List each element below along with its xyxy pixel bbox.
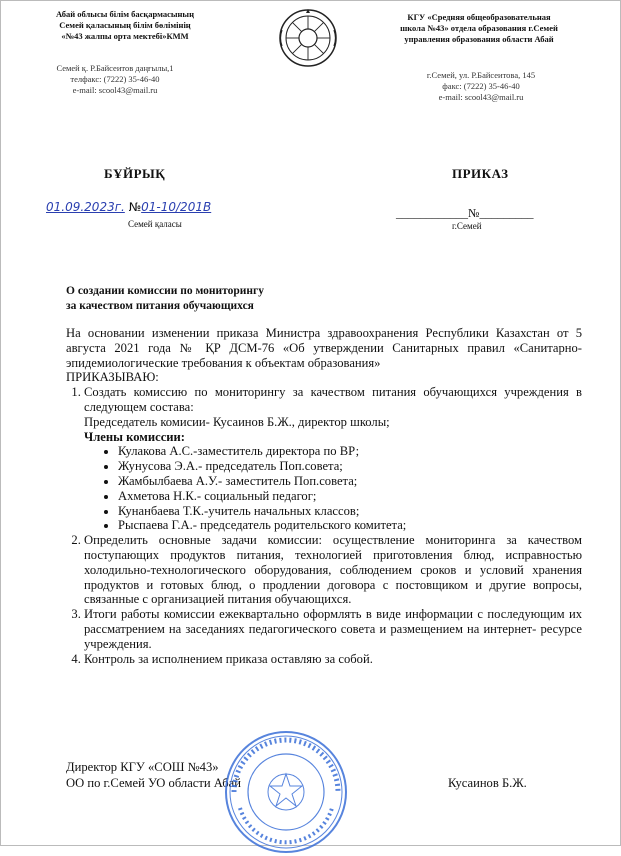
header-left-line: Семей қаласының білім бөлімінің bbox=[59, 20, 191, 30]
order-item: 2. Определить основные задачи комиссии: осуществление мониторинга за качеством поступающих продуктов питания, технологией приготовления блюд, исправностью холодильно-технологического оборудования, соблюдением сроков и условий хранения продуктов и готовых блюд, о продлении договора с постовщиком и другие вопросы, связанные с организацией питания обучающихся. bbox=[84, 533, 582, 607]
title-ru: ПРИКАЗ bbox=[452, 166, 509, 181]
signature-name: Кусаинов Б.Ж. bbox=[448, 776, 527, 790]
subject-line: за качеством питания обучающихся bbox=[66, 300, 254, 312]
address-line: e-mail: scool43@mail.ru bbox=[438, 92, 524, 102]
handwritten-date bbox=[46, 200, 211, 214]
command-word: ПРИКАЗЫВАЮ: bbox=[66, 370, 159, 385]
order-items bbox=[66, 385, 582, 666]
header-right-address bbox=[406, 70, 556, 103]
city-kz: Семей қаласы bbox=[128, 219, 182, 229]
blank-number-line: ____________№_________ bbox=[396, 206, 534, 220]
title-kz: БҰЙРЫҚ bbox=[104, 166, 166, 181]
address-line: телфакс: (7222) 35-46-40 bbox=[70, 74, 160, 84]
address-line: Семей қ. Р.Байсеитов даңғылы,1 bbox=[56, 63, 174, 73]
header-left-line: Абай облысы білім басқармасының bbox=[56, 9, 194, 19]
signature-position-line: Директор КГУ «СОШ №43» bbox=[66, 760, 219, 774]
header-right-line: школа №43» отдела образования г.Семей bbox=[400, 23, 558, 33]
address-line: факс: (7222) 35-46-40 bbox=[442, 81, 520, 91]
kazakhstan-emblem-icon bbox=[278, 8, 338, 68]
number-sign: № bbox=[128, 200, 142, 214]
header-left-address bbox=[30, 63, 200, 96]
header-right bbox=[384, 12, 574, 45]
header-left-line: «№43 жалпы орта мектебі»КММ bbox=[61, 31, 189, 41]
official-stamp-icon bbox=[222, 728, 350, 856]
city-ru: г.Семей bbox=[452, 221, 482, 231]
header-right-line: управления образования области Абай bbox=[404, 34, 554, 44]
header-left bbox=[40, 9, 210, 42]
member-item: • Кунанбаева Т.К.-учитель начальных классов; bbox=[118, 504, 582, 519]
order-item: 3. Итоги работы комиссии ежеквартально оформлять в виде информации с последующим их рассматрением на заседаниях педагогического совета и размещением на интернет- ресурсе учреждения. bbox=[84, 607, 582, 651]
order-item-text: Создать комиссию по мониторингу за качеством питания обучающихся учреждения в следующем состава: bbox=[84, 385, 582, 414]
intro-paragraph: На основании изменении приказа Министра здравоохранения Республики Казахстан от 5 августа 2021 года № ҚР ДСМ-76 «Об утверждении Санитарных правил «Санитарно-эпидемиологические требования к объектам образования» bbox=[66, 326, 582, 370]
document-body bbox=[66, 326, 582, 666]
handwritten-number: 01-10/201В bbox=[141, 200, 212, 214]
handwritten-date-value: 01.09.2023г. bbox=[46, 200, 125, 214]
signature-position-line: ОО по г.Семей УО области Абай bbox=[66, 776, 241, 790]
chairman-line: Председатель комисии- Кусаинов Б.Ж., директор школы; bbox=[84, 414, 390, 429]
subject bbox=[66, 284, 264, 314]
order-item bbox=[84, 385, 582, 533]
signature-position bbox=[66, 759, 241, 791]
member-item: • Ахметова Н.К.- социальный педагог; bbox=[118, 489, 582, 504]
members-list bbox=[84, 444, 582, 533]
subject-line: О создании комиссии по мониторингу bbox=[66, 285, 265, 297]
member-item: • Кулакова А.С.-заместитель директора по ВР; bbox=[118, 444, 582, 459]
order-item: 4. Контроль за исполнением приказа оставляю за собой. bbox=[84, 652, 582, 667]
members-label: Члены комиссии: bbox=[84, 429, 186, 444]
address-line: e-mail: scool43@mail.ru bbox=[72, 85, 158, 95]
member-item: • Жунусова Э.А.- председатель Поп.совета; bbox=[118, 459, 582, 474]
member-item: • Рыспаева Г.А.- председатель родительского комитета; bbox=[118, 518, 582, 533]
address-line: г.Семей, ул. Р.Байсеитова, 145 bbox=[426, 70, 536, 80]
header-right-line: КГУ «Средняя общеобразовательная bbox=[407, 12, 551, 22]
member-item: • Жамбылбаева А.У.- заместитель Поп.совета; bbox=[118, 474, 582, 489]
